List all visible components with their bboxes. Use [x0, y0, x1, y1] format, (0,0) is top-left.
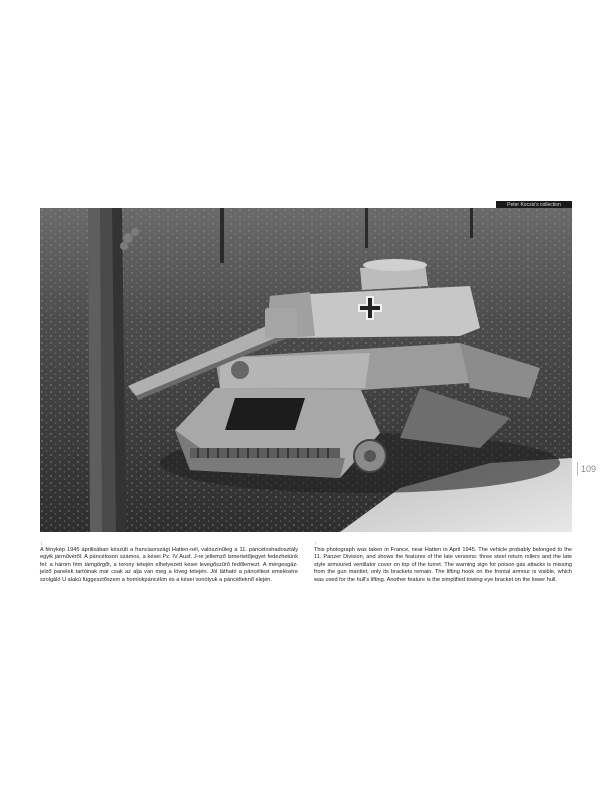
caption-hungarian: A fénykép 1945 áprilisában készült a franciaországi Hatten-nél, valószínűleg a 11. páncéloshadosztály egyik járművéről. A páncéloson számos, a kései Pz. IV Ausf. J-re jellemző ismertetőjegyet fedezhetünk fel: a három fém támgörgőt, a torony tetején elhelyezett kései levegőszűrő fedőlemezt. A mérgesgáz-jelző panelek tartóinak már csak az alja van meg a löveg tetején. Jól látható a páncéltest emelésére szolgáló U alakú függesztőszem a homlokpáncélon és a kései vonólyuk a páncélteknő elején.: [40, 547, 298, 583]
caption-english: This photograph was taken in France, near Hatten in April 1945. The vehicle probably belonged to the 11. Panzer Division, and shows the features of the late versions: three steel return rollers and the late style armoured ventilator cover on top of the turret. The warning sign for poison gas attacks is missing from the gun mantlet, only its brackets remain. The lifting hook on the frontal armour is visible, which was used for the hull's lifting. Another feature is the simplified towing eye bracket on the lower hull.: [314, 547, 572, 583]
tank-photograph: [40, 208, 572, 532]
caption-marker-en: ↑: [314, 541, 317, 547]
caption-marker-hu: ↑: [40, 541, 43, 547]
photo-credit: Peter Kocsis's collection: [496, 201, 572, 210]
page-number: 109: [577, 462, 596, 476]
